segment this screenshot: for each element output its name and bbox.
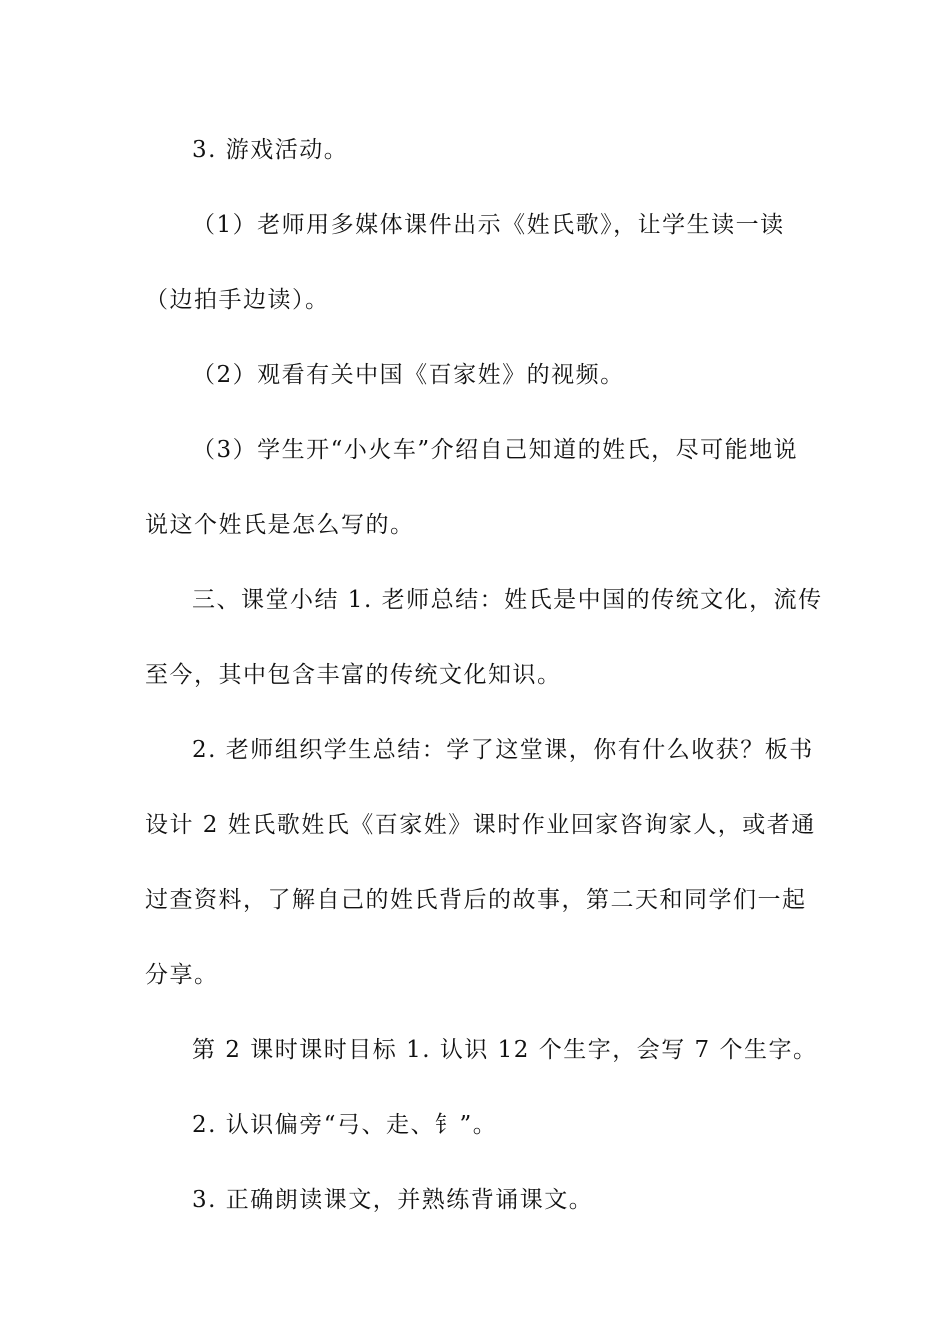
text-line: 至今，其中包含丰富的传统文化知识。 (145, 662, 562, 688)
text-line: 说这个姓氏是怎么写的。 (145, 512, 415, 538)
text-line: 3. 正确朗读课文，并熟练背诵课文。 (192, 1187, 594, 1213)
text-line: 三、课堂小结 1. 老师总结：姓氏是中国的传统文化，流传 (192, 587, 823, 613)
text-line: （2）观看有关中国《百家姓》的视频。 (192, 362, 625, 388)
text-line: 第 2 课时课时目标 1. 认识 12 个生字，会写 7 个生字。 (192, 1037, 818, 1063)
text-line: 过查资料，了解自己的姓氏背后的故事，第二天和同学们一起 (145, 887, 807, 913)
text-line: （边拍手边读）。 (145, 287, 330, 313)
text-line: 分享。 (145, 962, 219, 988)
text-line: 3. 游戏活动。 (192, 137, 349, 163)
text-line: 设计 2 姓氏歌姓氏《百家姓》课时作业回家咨询家人，或者通 (145, 812, 816, 838)
text-line: （3）学生开“小火车”介绍自己知道的姓氏，尽可能地说 (192, 437, 799, 463)
text-line: （1）老师用多媒体课件出示《姓氏歌》，让学生读一读 (192, 212, 785, 238)
text-line: 2. 认识偏旁“弓、走、钅”。 (192, 1112, 498, 1138)
text-line: 2. 老师组织学生总结：学了这堂课，你有什么收获？板书 (192, 737, 814, 763)
